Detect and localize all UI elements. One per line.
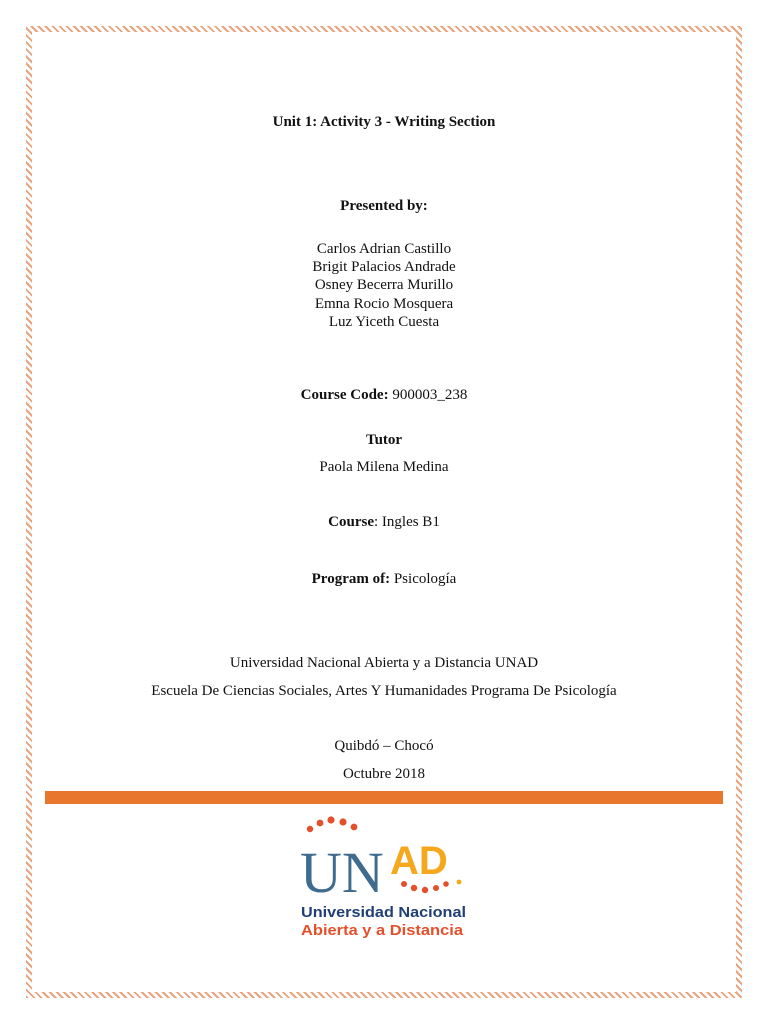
- author-name: Luz Yiceth Cuesta: [328, 314, 440, 330]
- author-name: Brigit Palacios Andrade: [312, 259, 456, 275]
- logo-wordmark-ad: AD: [390, 839, 448, 883]
- author-name: Carlos Adrian Castillo: [316, 241, 452, 257]
- logo-dot-accent: [457, 880, 462, 885]
- unad-logo: [296, 812, 472, 940]
- unad-logo-graphic: [296, 812, 472, 940]
- date: Octubre 2018: [342, 766, 426, 782]
- logo-line-universidad: Universidad Nacional: [301, 904, 466, 921]
- tutor-name: Paola Milena Medina: [319, 459, 449, 475]
- tutor-label: Tutor: [365, 432, 403, 448]
- author-name: Osney Becerra Murillo: [314, 277, 454, 293]
- course-code-line: [0, 386, 768, 404]
- course-code-value: 900003_238: [392, 387, 468, 403]
- program-label: Program of:: [311, 571, 391, 587]
- program-value: Psicología: [393, 571, 457, 587]
- course-line: [0, 513, 768, 531]
- logo-wordmark-un: UN: [300, 840, 384, 905]
- logo-line-abierta: Abierta y a Distancia: [301, 922, 464, 939]
- course-label: Course: [328, 514, 374, 530]
- location: Quibdó – Chocó: [334, 738, 434, 754]
- university-name: Universidad Nacional Abierta y a Distancia UNAD: [229, 655, 539, 671]
- course-code-label: Course Code:: [300, 387, 389, 403]
- school-name: Escuela De Ciencias Sociales, Artes Y Humanidades Programa De Psicología: [151, 683, 617, 699]
- program-line: [0, 570, 768, 588]
- logo-dot-arc: [307, 816, 358, 832]
- course-value: : Ingles B1: [373, 514, 440, 530]
- document-title: Unit 1: Activity 3 - Writing Section: [272, 114, 496, 130]
- presented-by-label: Presented by:: [340, 198, 428, 214]
- orange-divider-bar: [45, 791, 723, 804]
- author-name: Emna Rocio Mosquera: [314, 296, 454, 312]
